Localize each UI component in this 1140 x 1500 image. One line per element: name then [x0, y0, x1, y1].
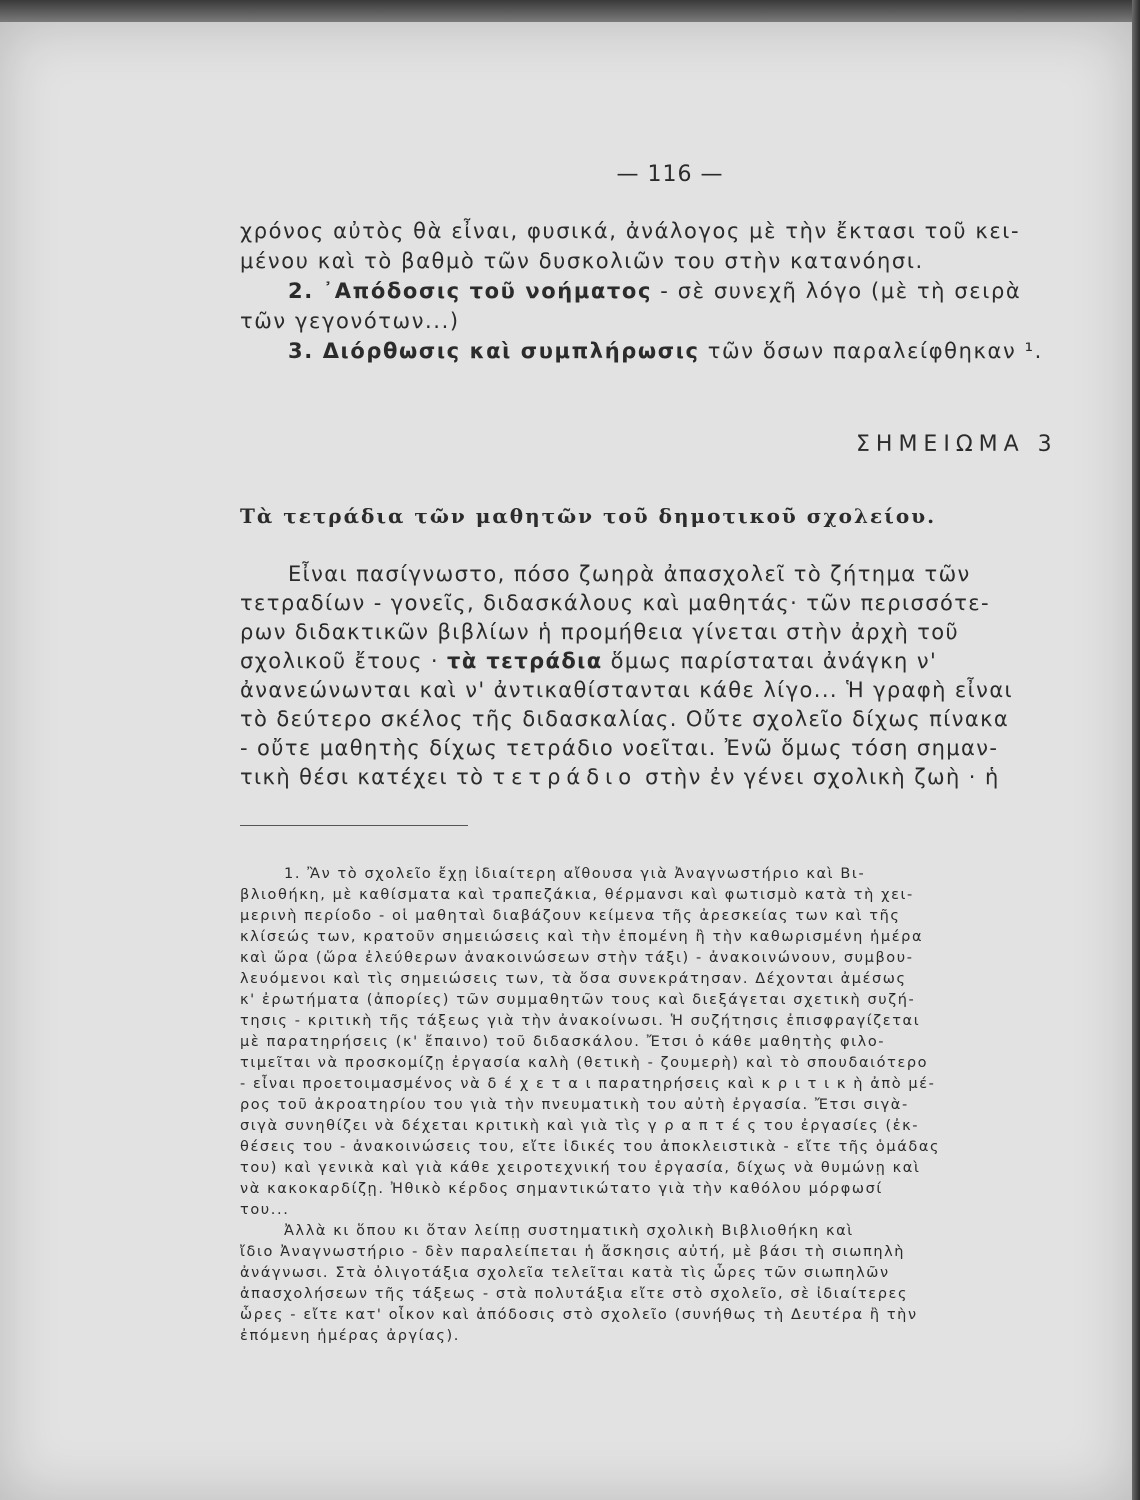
footnote-line: τιμεῖται νὰ προσκομίζῃ ἐργασία καλὴ (θετικὴ - ζουμερὴ) καὶ τὸ σπουδαιότερο [240, 1055, 929, 1071]
note-heading: ΣΗΜΕΙΩΜΑ 3 [856, 432, 1058, 457]
body-line: - οὔτε μαθητὴς δίχως τετράδιο νοεῖται. Ἐνῶ ὅμως τόση σημαν- [240, 736, 999, 760]
body-line [240, 647, 1112, 676]
body-fragment: τικὴ θέσι κατέχει τὸ [240, 765, 493, 789]
body-line: τὸ δεύτερο σκέλος τῆς διδασκαλίας. Οὔτε σχολεῖο δίχως πίνακα [240, 707, 1010, 731]
list-item-3-text: τῶν ὅσων παραλείφθηκαν ¹. [699, 339, 1043, 363]
footnote-line: 1. Ἂν τὸ σχολεῖο ἔχῃ ἰδιαίτερη αἴθουσα γιὰ Ἀναγνωστήριο καὶ Βι- [284, 866, 866, 882]
footnote-line: λευόμενοι καὶ τὶς σημειώσεις των, τὰ ὅσα συνεκράτησαν. Δέχονται ἀμέσως [240, 971, 907, 987]
list-item-2 [240, 276, 1100, 306]
footnotes [240, 864, 1114, 1347]
list-item-3-title: 3. Διόρθωσις καὶ συμπλήρωσις [288, 339, 700, 363]
footnote-line: κ' ἐρωτήματα (ἀπορίες) τῶν συμμαθητῶν τους καὶ διεξάγεται σχετικὴ συζή- [240, 992, 916, 1008]
footnote-line: τησις - κριτικὴ τῆς τάξεως γιὰ τὴν ἀνακοίνωσι. Ἡ συζήτησις ἐπισφραγίζεται [240, 1013, 921, 1029]
footnote-line: ἐπόμενη ἡμέρας ἀργίας). [240, 1328, 460, 1344]
body-line: τετραδίων - γονεῖς, διδασκάλους καὶ μαθητάς· τῶν περισσότε- [240, 591, 990, 615]
footnote-line: ὧρες - εἴτε κατ' οἶκον καὶ ἀπόδοσις στὸ σχολεῖο (συνήθως τὴ Δευτέρα ἢ τὴν [240, 1307, 918, 1323]
footnote-divider [240, 825, 468, 826]
book-page [0, 22, 1132, 1500]
scan-right-edge [1132, 0, 1140, 1500]
footnote-line: ἀπασχολήσεων τῆς τάξεως - στὰ πολυτάξια εἴτε στὸ σχολεῖο, σὲ ἰδιαίτερες [240, 1286, 909, 1302]
footnote-line: ἴδιο Ἀναγνωστήριο - δὲν παραλείπεται ἡ ἄσκησις αὐτή, μὲ βάσι τὴ σιωπηλὴ [240, 1244, 906, 1260]
section-title: Τὰ τετράδια τῶν μαθητῶν τοῦ δημοτικοῦ σχολείου. [240, 504, 937, 528]
footnote-line: μὲ παρατηρήσεις (κ' ἔπαινο) τοῦ διδασκάλου. Ἔτσι ὁ κάθε μαθητὴς φιλο- [240, 1034, 886, 1050]
body-line: ρων διδακτικῶν βιβλίων ἡ προμήθεια γίνεται στὴν ἀρχὴ τοῦ [240, 620, 960, 644]
body-spaced-word: τετράδιο [492, 765, 638, 789]
body-line: ἀνανεώνωνται καὶ ν' ἀντικαθίστανται κάθε λίγο... Ἡ γραφὴ εἶναι [240, 678, 1014, 702]
footnote-line: ἀνάγνωσι. Στὰ ὀλιγοτάξια σχολεῖα τελεῖται κατὰ τὶς ὧρες τῶν σιωπηλῶν [240, 1265, 890, 1281]
body-fragment: ὅμως παρίσταται ἀνάγκη ν' [602, 649, 938, 673]
list-item-2-title: 2. ᾿Απόδοσις τοῦ νοήματος [288, 279, 653, 303]
body-paragraph [240, 560, 1112, 792]
list-item-2-continued: τῶν γεγονότων...) [240, 309, 460, 333]
continued-text [240, 216, 1100, 366]
scan-top-edge [0, 0, 1140, 22]
list-item-3 [240, 336, 1100, 366]
footnote-line: σιγὰ συνηθίζει νὰ δέχεται κριτικὴ καὶ γιὰ τὶς γ ρ α π τ έ ς του ἐργασίες (ἐκ- [240, 1118, 920, 1134]
footnote-line: Ἀλλὰ κι ὅπου κι ὅταν λείπῃ συστηματικὴ σχολικὴ Βιβλιοθήκη καὶ [284, 1223, 854, 1239]
footnote-line: θέσεις του - ἀνακοινώσεις του, εἴτε ἰδικές του ἀποκλειστικὰ - εἴτε τῆς ὁμάδας [240, 1139, 941, 1155]
footnote-line: του) καὶ γενικὰ καὶ γιὰ κάθε χειροτεχνική του ἐργασία, δίχως νὰ θυμώνῃ καὶ [240, 1160, 921, 1176]
footnote-line: καὶ ὥρα (ὥρα ἐλεύθερων ἀνακοινώσεων στὴν τάξι) - ἀνακοινώνουν, συμβου- [240, 950, 914, 966]
footnote-line: ρος τοῦ ἀκροατηρίου του γιὰ τὴν πνευματικὴ του αὐτὴ ἐργασία. Ἔτσι σιγὰ- [240, 1097, 909, 1113]
body-line: Εἶναι πασίγνωστο, πόσο ζωηρὰ ἀπασχολεῖ τὸ ζήτημα τῶν [288, 562, 971, 586]
text-line: χρόνος αὐτὸς θὰ εἶναι, φυσικά, ἀνάλογος μὲ τὴν ἔκτασι τοῦ κει- [240, 219, 1021, 243]
body-emphasis: τὰ τετράδια [447, 649, 603, 673]
footnote-line: νὰ κακοκαρδίζῃ. Ἠθικὸ κέρδος σημαντικώτατο γιὰ τὴν καθόλου μόρφωσί [240, 1181, 883, 1197]
body-fragment: σχολικοῦ ἔτους · [240, 649, 448, 673]
footnote-line: - εἶναι προετοιμασμένος νὰ δ έ χ ε τ α ι παρατηρήσεις καὶ κ ρ ι τ ι κ ὴ ἀπὸ μέ- [240, 1076, 936, 1092]
page-number: — 116 — [616, 162, 724, 187]
footnote-line: μερινὴ περίοδο - οἱ μαθηταὶ διαβάζουν κείμενα τῆς ἀρεσκείας των καὶ τῆς [240, 908, 901, 924]
body-fragment: στὴν ἐν γένει σχολικὴ ζωὴ · ἡ [637, 765, 1000, 789]
body-line [240, 763, 1112, 792]
footnote-line: κλίσεώς των, κρατοῦν σημειώσεις καὶ τὴν ἐπομένη ἢ τὴν καθωρισμένη ἡμέρα [240, 929, 924, 945]
text-line: μένου καὶ τὸ βαθμὸ τῶν δυσκολιῶν του στὴν κατανόησι. [240, 249, 924, 273]
footnote-line: του... [240, 1202, 290, 1218]
list-item-2-text: - σὲ συνεχῆ λόγο (μὲ τὴ σειρὰ [652, 279, 1022, 303]
footnote-line: βλιοθήκη, μὲ καθίσματα καὶ τραπεζάκια, θέρμανσι καὶ φωτισμὸ κατὰ τὴ χει- [240, 887, 914, 903]
